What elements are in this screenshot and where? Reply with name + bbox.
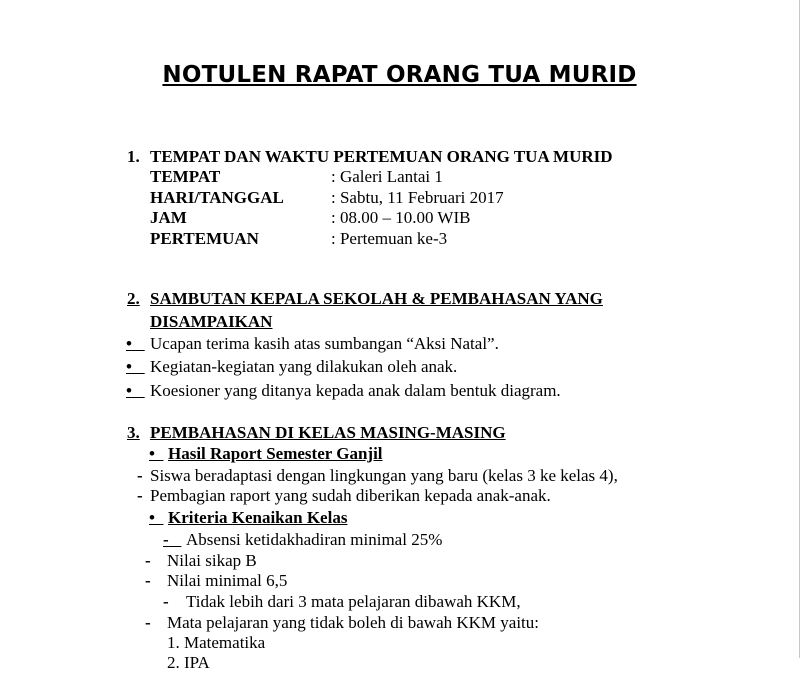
meeting-place-value: : Galeri Lantai 1 (331, 167, 443, 186)
subsection-criteria-heading: Kriteria Kenaikan Kelas (168, 508, 348, 527)
meeting-time-label: JAM (150, 208, 187, 227)
dash-marker: - (137, 466, 143, 485)
raport-item-1: Siswa beradaptasi dengan lingkungan yang baru (kelas 3 ke kelas 4), (150, 466, 618, 485)
subject-math: 1. Matematika (167, 633, 266, 652)
section-2-number: 2. (127, 289, 140, 308)
criteria-kkm-limit: Tidak lebih dari 3 mata pelajaran dibawah KKM, (186, 592, 521, 611)
document-title: NOTULEN RAPAT ORANG TUA MURID (162, 62, 637, 88)
dash-marker: - (145, 571, 151, 590)
section-2-bullet-1: Ucapan terima kasih atas sumbangan “Aksi Natal”. (150, 334, 499, 353)
criteria-attendance: Absensi ketidakhadiran minimal 25% (186, 530, 443, 549)
meeting-time-value: : 08.00 – 10.00 WIB (331, 208, 471, 227)
criteria-attitude: Nilai sikap B (167, 551, 257, 570)
section-3-heading: PEMBAHASAN DI KELAS MASING-MASING (150, 423, 506, 442)
section-3-number: 3. (127, 423, 140, 442)
meeting-number-label: PERTEMUAN (150, 229, 259, 248)
bullet-marker: • (149, 508, 155, 527)
subject-science: 2. IPA (167, 653, 210, 672)
dash-marker: - (163, 592, 169, 611)
section-2-bullet-2: Kegiatan-kegiatan yang dilakukan oleh anak. (150, 357, 458, 376)
meeting-date-label: HARI/TANGGAL (150, 188, 284, 207)
bullet-marker: • (126, 357, 132, 376)
criteria-subjects-intro: Mata pelajaran yang tidak boleh di bawah KKM yaitu: (167, 613, 539, 632)
bullet-marker: • (126, 334, 132, 353)
dash-marker: - (137, 486, 143, 505)
section-2-heading-line1: SAMBUTAN KEPALA SEKOLAH & PEMBAHASAN YANG (150, 289, 603, 308)
dash-marker: - (163, 530, 169, 549)
section-2-bullet-3: Koesioner yang ditanya kepada anak dalam bentuk diagram. (150, 381, 561, 400)
dash-marker: - (145, 551, 151, 570)
dash-marker: - (145, 613, 151, 632)
section-1-number: 1. (127, 147, 140, 166)
raport-item-2: Pembagian raport yang sudah diberikan kepada anak-anak. (150, 486, 551, 505)
meeting-place-label: TEMPAT (150, 167, 221, 186)
bullet-marker: • (126, 381, 132, 400)
section-1-heading: TEMPAT DAN WAKTU PERTEMUAN ORANG TUA MURID (150, 147, 613, 166)
meeting-number-value: : Pertemuan ke-3 (331, 229, 448, 248)
criteria-min-score: Nilai minimal 6,5 (167, 571, 288, 590)
section-2-heading-line2: DISAMPAIKAN (150, 312, 273, 331)
meeting-date-value: : Sabtu, 11 Februari 2017 (331, 188, 504, 207)
subsection-raport-heading: Hasil Raport Semester Ganjil (168, 444, 383, 463)
bullet-marker: • (149, 444, 155, 463)
